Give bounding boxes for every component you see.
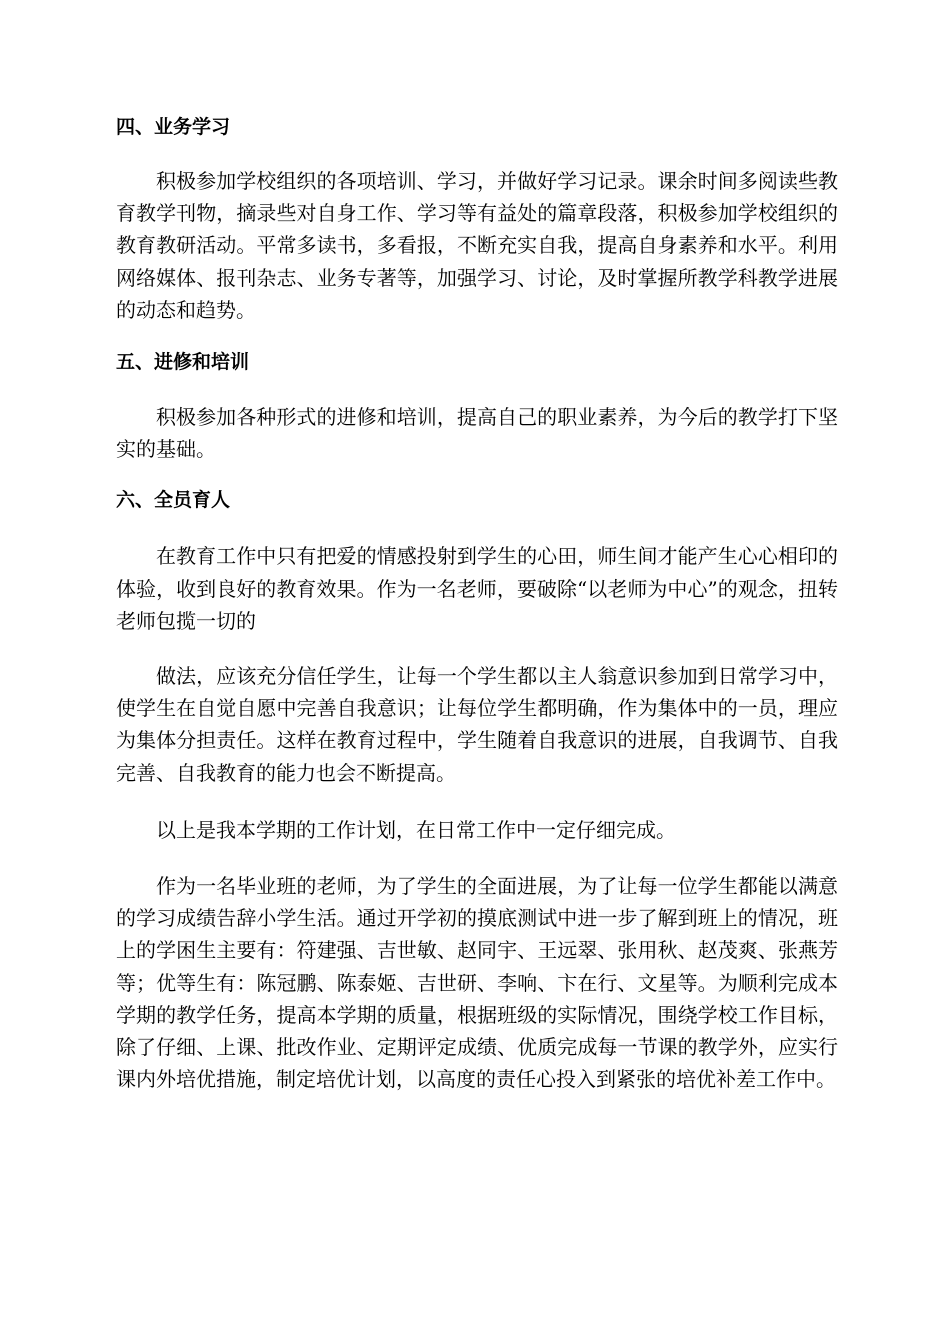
paragraph-graduating-class: 作为一名毕业班的老师，为了学生的全面进展，为了让每一位学生都能以满意的学习成绩告辞小学生活。通过开学初的摸底测试中进一步了解到班上的情况，班上的学困生主要有：符建强、吉世敏、赵同宇、王远翠、张用秋、赵茂爽、张燕芳等；优等生有：陈冠鹏、陈泰姬、吉世研、李响、卞在行、文星等。为顺利完成本学期的教学任务，提高本学期的质量，根据班级的实际情况，围绕学校工作目标，除了仔细、上课、批改作业、定期评定成绩、优质完成每一节课的教学外，应实行课内外培优措施，制定培优计划，以高度的责任心投入到紧张的培优补差工作中。	[116, 874, 838, 1092]
paragraph-plan-summary: 以上是我本学期的工作计划，在日常工作中一定仔细完成。	[156, 817, 676, 842]
section-heading-business-study: 四、业务学习	[116, 116, 231, 138]
paragraph-trust-students: 做法，应该充分信任学生，让每一个学生都以主人翁意识参加到日常学习中，使学生在自觉自愿中完善自我意识；让每位学生都明确，作为集体中的一员，理应为集体分担责任。这样在教育过程中，学生随着自我意识的进展，自我调节、自我完善、自我教育的能力也会不断提高。	[116, 664, 838, 785]
document-page	[116, 112, 838, 1095]
paragraph-business-study: 积极参加学校组织的各项培训、学习，并做好学习记录。课余时间多阅读些教育教学刊物，摘录些对自身工作、学习等有益处的篇章段落，积极参加学校组织的教育教研活动。平常多读书，多看报，不断充实自我，提高自身素养和水平。利用网络媒体、报刊杂志、业务专著等，加强学习、讨论，及时掌握所教学科教学进展的动态和趋势。	[116, 169, 838, 322]
section-heading-all-staff-education: 六、全员育人	[116, 489, 231, 512]
section-heading-training: 五、进修和培训	[116, 351, 250, 374]
paragraph-emotional-education: 在教育工作中只有把爱的情感投射到学生的心田，师生间才能产生心心相印的体验，收到良好的教育效果。作为一名老师，要破除“以老师为中心”的观念，扭转老师包揽一切的	[116, 544, 838, 633]
paragraph-training: 积极参加各种形式的进修和培训，提高自己的职业素养，为今后的教学打下坚实的基础。	[116, 405, 838, 462]
